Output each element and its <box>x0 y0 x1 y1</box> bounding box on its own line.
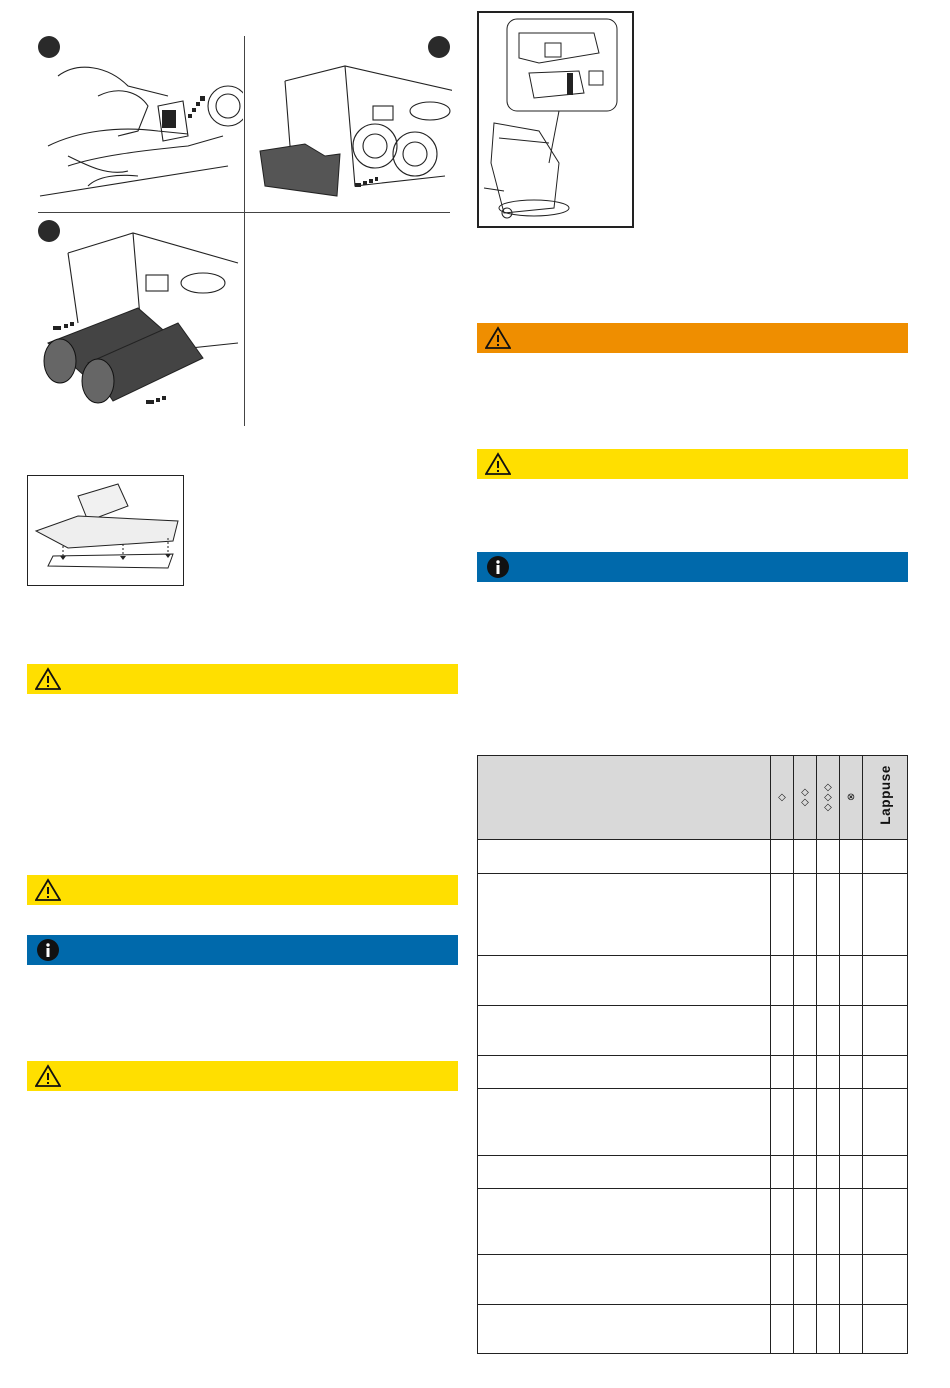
table-row <box>478 1189 908 1255</box>
warning-bar-caution <box>477 449 908 479</box>
step-illustration-release-lever <box>38 36 243 211</box>
step-illustration-remove-side-cover <box>245 36 452 211</box>
table-row <box>478 1089 908 1156</box>
monthly-column-header: ◇◇◇ <box>817 756 840 840</box>
info-icon <box>35 938 61 962</box>
table-header-row <box>478 756 908 840</box>
step-illustration-remove-brushes <box>38 213 243 426</box>
step-figure-grid <box>38 36 452 428</box>
warning-triangle-icon <box>35 667 61 691</box>
warning-bar-caution <box>27 875 458 905</box>
table-row <box>478 874 908 956</box>
info-bar <box>477 552 908 582</box>
page-column-header: Lappuse <box>863 756 908 840</box>
table-row <box>478 1305 908 1354</box>
info-icon <box>485 555 511 579</box>
illustration-machine-detail <box>477 11 634 228</box>
warning-triangle-icon <box>35 1064 61 1088</box>
table-row <box>478 1156 908 1189</box>
warning-triangle-icon <box>485 326 511 350</box>
warning-triangle-icon <box>35 878 61 902</box>
table-row <box>478 1006 908 1056</box>
info-bar <box>27 935 458 965</box>
annual-column-header: ⊗ <box>840 756 863 840</box>
table-row <box>478 1255 908 1305</box>
maintenance-schedule-table <box>477 755 908 1354</box>
illustration-squeegee-blade <box>27 475 184 586</box>
table-row <box>478 956 908 1006</box>
table-row <box>478 840 908 874</box>
warning-triangle-icon <box>485 452 511 476</box>
warning-bar-caution <box>27 664 458 694</box>
table-row <box>478 1056 908 1089</box>
warning-bar-danger <box>477 323 908 353</box>
daily-column-header: ◇ <box>771 756 794 840</box>
task-column-header <box>478 756 771 840</box>
warning-bar-caution <box>27 1061 458 1091</box>
weekly-column-header: ◇◇ <box>794 756 817 840</box>
